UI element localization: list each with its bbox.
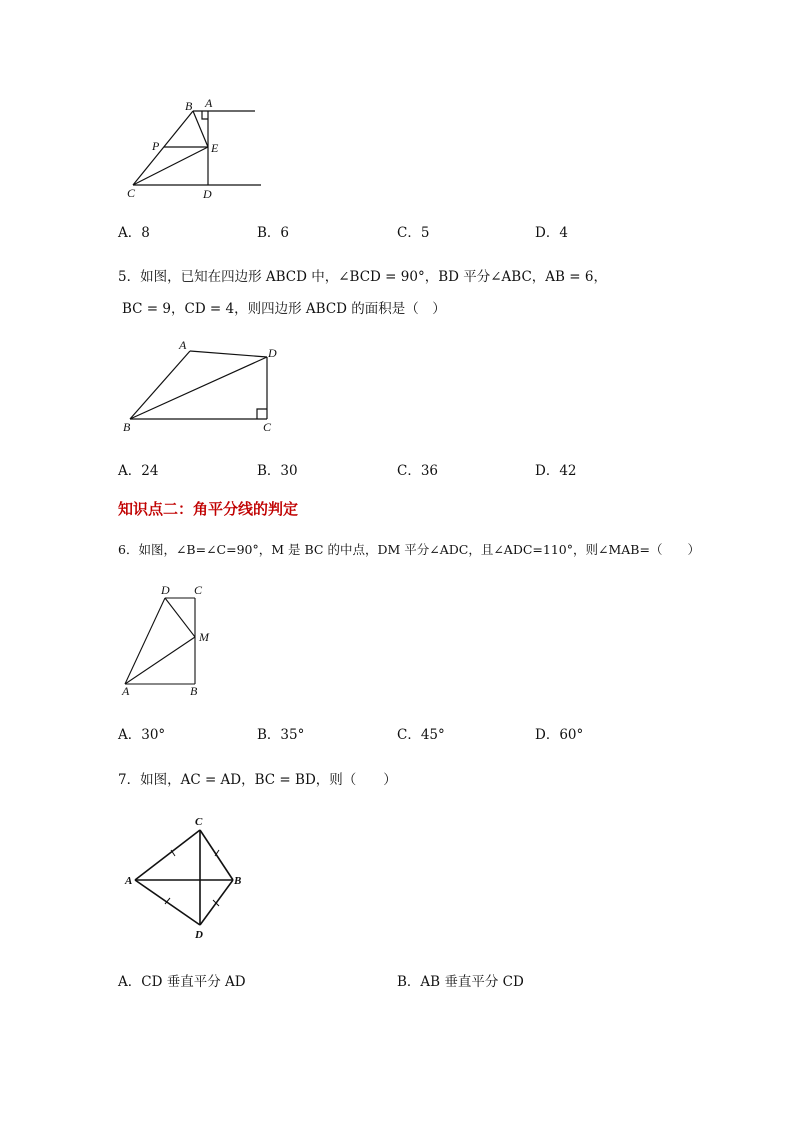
- q7-text: 7．如图，AC = AD，BC = BD，则（ ）: [118, 772, 397, 788]
- q6-label-D: D: [161, 583, 170, 597]
- q5-option-b[interactable]: B．30: [257, 463, 298, 479]
- q4-option-a[interactable]: A．8: [118, 225, 150, 241]
- q5-label-A: A: [179, 338, 187, 352]
- q5-label-D: D: [268, 346, 277, 360]
- q7-label-D: D: [195, 929, 203, 941]
- q4-label-C: C: [127, 186, 136, 200]
- q6-label-C: C: [194, 583, 203, 597]
- q7-label-C: C: [195, 816, 203, 828]
- q4-label-E: E: [211, 141, 219, 155]
- q6-text: 6．如图，∠B=∠C=90°，M 是 BC 的中点，DM 平分∠ADC，且∠ADC=110°，则∠MAB=（ ）: [118, 542, 700, 557]
- q6-option-a[interactable]: A．30°: [118, 727, 166, 743]
- q6-label-B: B: [190, 684, 198, 698]
- q6-option-c[interactable]: C．45°: [397, 727, 445, 743]
- q6-label-A: A: [122, 684, 130, 698]
- section-heading: 知识点二：角平分线的判定: [118, 500, 299, 518]
- q7-diagram: [115, 810, 255, 945]
- q4-label-B: B: [185, 99, 193, 113]
- q7-option-a[interactable]: A．CD 垂直平分 AD: [118, 974, 246, 990]
- q6-label-M: M: [199, 630, 209, 644]
- q4-diagram: [115, 95, 275, 205]
- q6-option-d[interactable]: D．60°: [535, 727, 584, 743]
- q4-option-b[interactable]: B．6: [257, 225, 290, 241]
- q5-option-c[interactable]: C．36: [397, 463, 439, 479]
- q7-figure: [115, 810, 255, 945]
- q5-label-B: B: [123, 420, 131, 434]
- q4-figure: [115, 95, 275, 205]
- q4-label-D: D: [203, 187, 212, 201]
- q5-option-d[interactable]: D．42: [535, 463, 577, 479]
- q7-label-A: A: [125, 875, 133, 887]
- q4-option-c[interactable]: C．5: [397, 225, 430, 241]
- q6-option-b[interactable]: B．35°: [257, 727, 305, 743]
- q6-diagram: [115, 580, 225, 700]
- q4-option-d[interactable]: D．4: [535, 225, 568, 241]
- q5-option-a[interactable]: A．24: [118, 463, 159, 479]
- q5-label-C: C: [263, 420, 272, 434]
- q5-diagram: [115, 336, 290, 436]
- q5-figure: [115, 336, 290, 436]
- q6-figure: [115, 580, 225, 700]
- q4-label-A: A: [205, 96, 213, 110]
- q7-option-b[interactable]: B．AB 垂直平分 CD: [397, 974, 524, 990]
- q5-text-line2: BC = 9，CD = 4，则四边形 ABCD 的面积是（ ）: [122, 301, 446, 317]
- q7-label-B: B: [234, 875, 242, 887]
- q5-text-line1: 5．如图，已知在四边形 ABCD 中，∠BCD = 90°，BD 平分∠ABC，AB = 6，: [118, 269, 607, 285]
- q4-label-P: P: [152, 139, 160, 153]
